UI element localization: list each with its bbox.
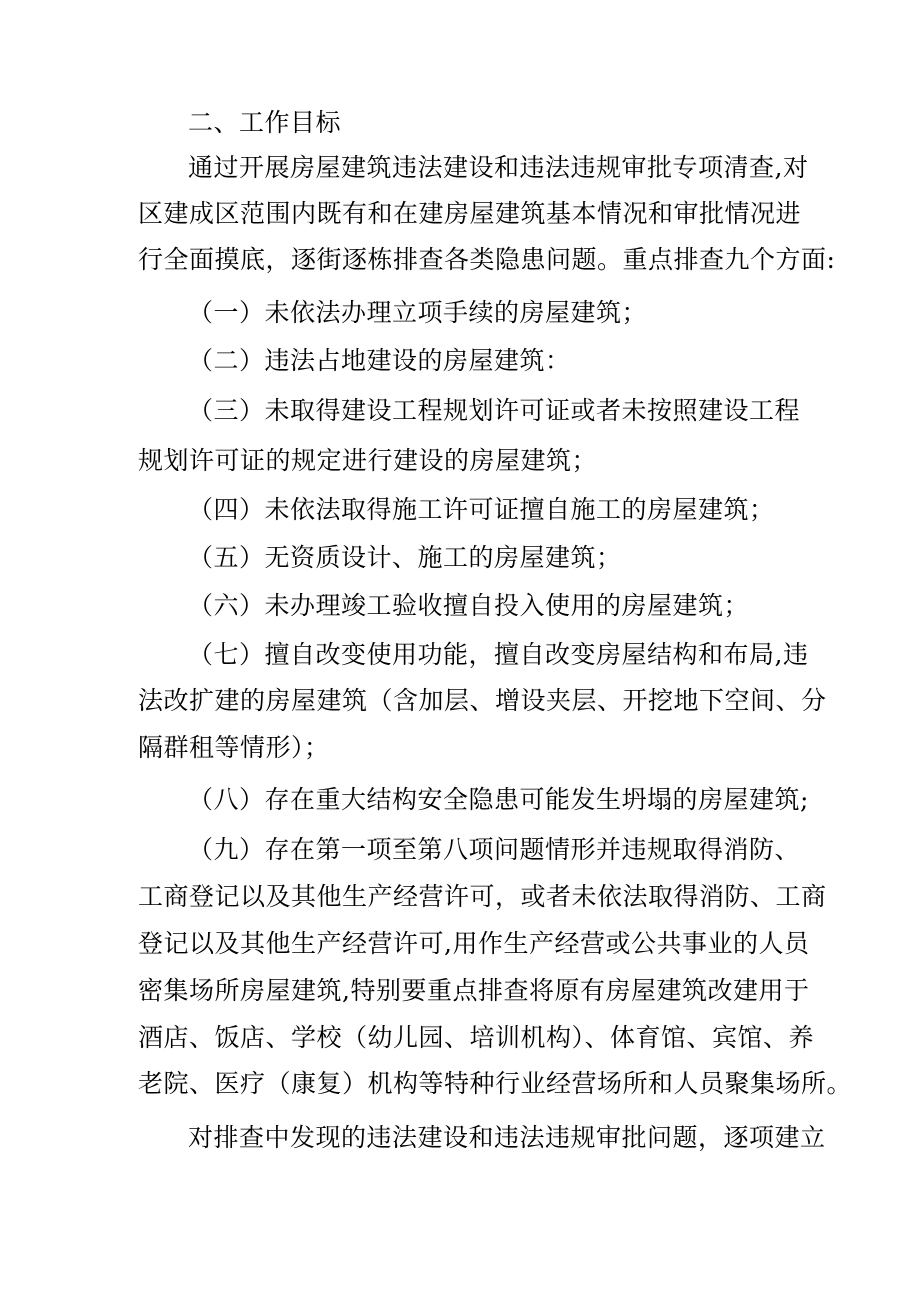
- list-item-7-cont: 隔群租等情形）；: [138, 733, 330, 762]
- list-item-3-cont: 规划许可证的规定进行建设的房屋建筑；: [138, 446, 598, 475]
- list-item-3: （三）未取得建设工程规划许可证或者未按照建设工程: [188, 396, 801, 425]
- list-item-8: （八）存在重大结构安全隐患可能发生坍塌的房屋建筑;: [188, 785, 809, 814]
- paragraph-line: 区建成区范围内既有和在建房屋建筑基本情况和审批情况进: [138, 199, 802, 228]
- list-item-4: （四）未依法取得施工许可证擅自施工的房屋建筑；: [188, 495, 775, 524]
- list-item-2: （二）违法占地建设的房屋建筑：: [188, 346, 571, 375]
- section-heading: 二、工作目标: [188, 108, 342, 137]
- list-item-7: （七）擅自改变使用功能，擅自改变房屋结构和布局,违: [188, 640, 809, 669]
- paragraph-line: 对排查中发现的违法建设和违法违规审批问题，逐项建立: [188, 1123, 826, 1152]
- list-item-7-cont: 法改扩建的房屋建筑（含加层、增设夹层、开挖地下空间、分: [138, 686, 827, 715]
- list-item-9-cont: 酒店、饭店、学校（幼儿园、培训机构）、体育馆、宾馆、养: [138, 1023, 815, 1052]
- list-item-9-cont: 密集场所房屋建筑,特别要重点排查将原有房屋建筑改建用于: [138, 976, 810, 1005]
- list-item-9-cont: 登记以及其他生产经营许可,用作生产经营或公共事业的人员: [138, 929, 810, 958]
- list-item-9-cont: 工商登记以及其他生产经营许可，或者未依法取得消防、工商: [138, 882, 827, 911]
- paragraph-line: 通过开展房屋建筑违法建设和违法违规审批专项清查,对: [188, 153, 809, 182]
- paragraph-line: 行全面摸底，逐街逐栋排查各类隐患问题。重点排查九个方面:: [138, 245, 836, 274]
- list-item-5: （五）无资质设计、施工的房屋建筑；: [188, 543, 622, 572]
- list-item-1: （一）未依法办理立项手续的房屋建筑；: [188, 298, 648, 327]
- list-item-6: （六）未办理竣工验收擅自投入使用的房屋建筑；: [188, 591, 750, 620]
- list-item-9: （九）存在第一项至第八项问题情形并违规取得消防、: [188, 835, 801, 864]
- list-item-9-cont: 老院、医疗（康复）机构等特种行业经营场所和人员聚集场所。: [138, 1069, 853, 1098]
